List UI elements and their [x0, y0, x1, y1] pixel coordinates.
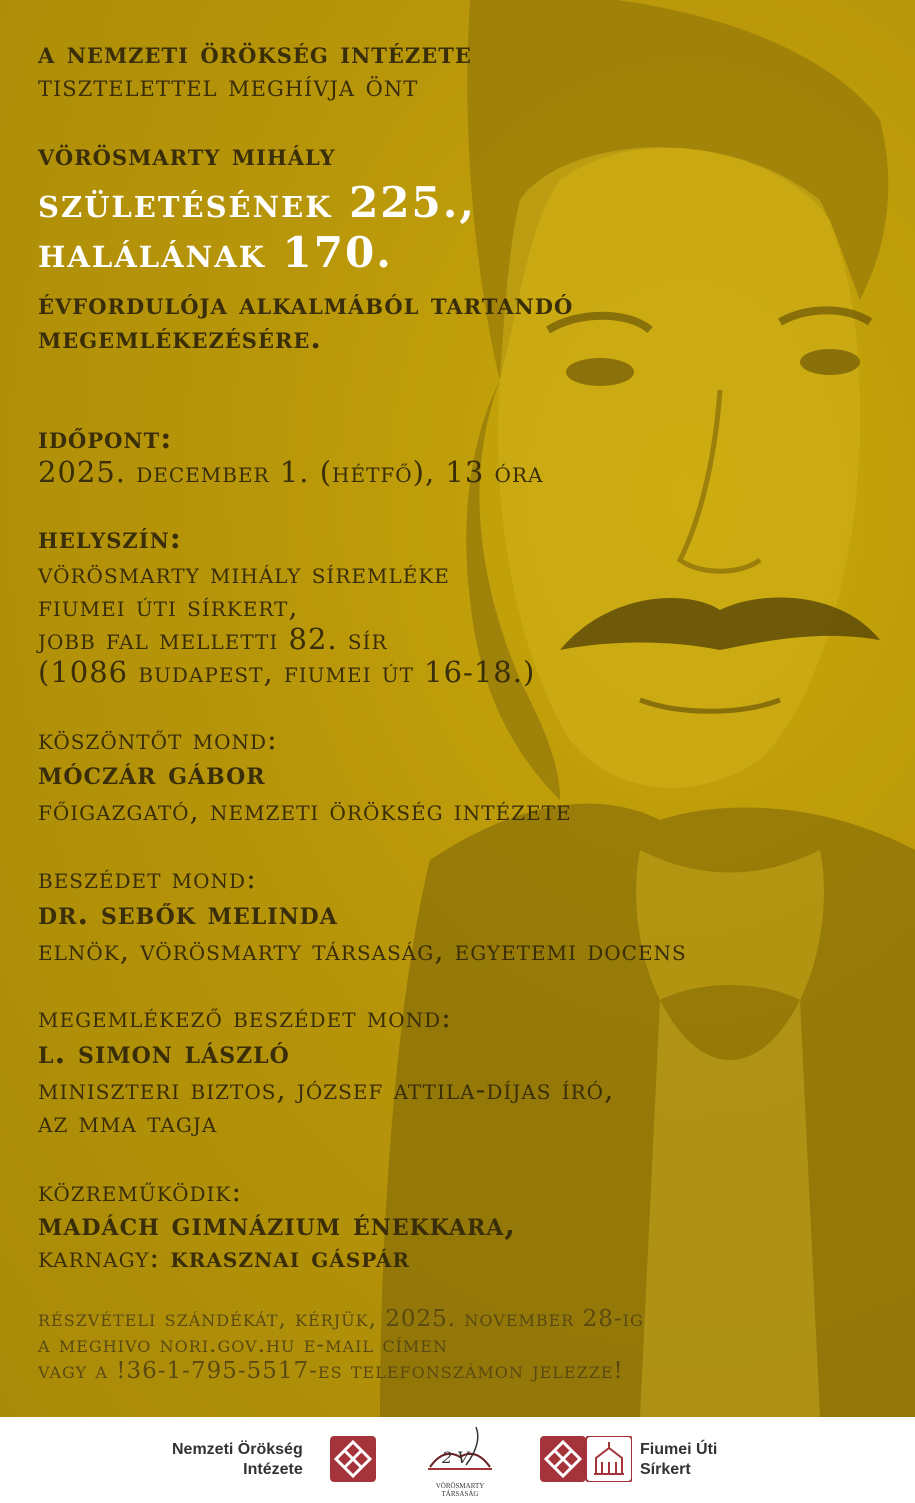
memorial-label: megemlékező beszédet mond:	[38, 1000, 452, 1034]
purpose-line-1: évfordulója alkalmából tartandó	[38, 287, 574, 322]
nori-logo-line: Nemzeti Örökség	[172, 1441, 303, 1458]
performer-label: közreműködik:	[38, 1174, 243, 1208]
greeting-speaker-name: móczár gábor	[38, 756, 266, 792]
memorial-speaker-role: az mma tagja	[38, 1105, 218, 1139]
purpose-line-2: megemlékezésére.	[38, 321, 322, 356]
anniversary-birth: születésének 225.,	[38, 178, 476, 227]
nori-logo-icon	[330, 1436, 376, 1482]
anniversary-death: halálának 170.	[38, 228, 393, 277]
speech-label: beszédet mond:	[38, 861, 257, 895]
place-line: (1086 budapest, fiumei út 16-18.)	[38, 655, 536, 689]
time-value: 2025. december 1. (hétfő), 13 óra	[38, 455, 544, 489]
fiumei-sirkert-logo-icon	[540, 1436, 632, 1482]
conductor-name: krasznai gáspár	[170, 1240, 410, 1274]
place-label: helyszín:	[38, 521, 182, 556]
nori-logo-text	[172, 1440, 303, 1480]
place-line: jobb fal melletti 82. sír	[38, 622, 388, 656]
memorial-speaker-name: l. simon lászló	[38, 1035, 290, 1071]
svg-text:2 V: 2 V	[442, 1448, 469, 1467]
memorial-speaker-role: miniszteri biztos, józsef attila-díjas író,	[38, 1072, 615, 1106]
vorosmarty-tarsasag-logo-text: VÖRÖSMARTY TÁRSASÁG	[435, 1482, 485, 1498]
rsvp-line: a meghivo nori.gov.hu e-mail címen	[38, 1332, 448, 1358]
vorosmarty-tarsasag-logo-icon	[420, 1423, 500, 1483]
poet-name: vörösmarty mihály	[38, 138, 336, 173]
footer-logos	[0, 1417, 915, 1503]
greeting-label: köszöntőt mond:	[38, 722, 278, 756]
speech-speaker-name: dr. sebők melinda	[38, 896, 338, 932]
organizer-line: a nemzeti örökség intézete	[38, 36, 472, 71]
time-label: időpont:	[38, 421, 173, 456]
greeting-speaker-role: főigazgató, nemzeti örökség intézete	[38, 793, 572, 827]
place-line: fiumei úti sírkert,	[38, 589, 299, 623]
conductor-label: karnagy:	[38, 1240, 161, 1274]
nori-logo-line: Intézete	[243, 1461, 303, 1478]
conductor-line	[38, 1240, 410, 1274]
fiumei-logo-line: Sírkert	[640, 1461, 691, 1478]
rsvp-line: vagy a !36-1-795-5517-es telefonszámon jelezze!	[38, 1358, 624, 1384]
fiumei-logo-line: Fiumei Úti	[640, 1441, 718, 1458]
fiumei-sirkert-logo-text	[640, 1440, 717, 1480]
performer-name: madách gimnázium énekkara,	[38, 1207, 517, 1243]
place-line: vörösmarty mihály síremléke	[38, 556, 450, 590]
speech-speaker-role: elnök, vörösmarty társaság, egyetemi docens	[38, 933, 687, 967]
rsvp-line: részvételi szándékát, kérjük, 2025. november 28-ig	[38, 1306, 644, 1332]
invitation-line: tisztelettel meghívja önt	[38, 69, 419, 104]
